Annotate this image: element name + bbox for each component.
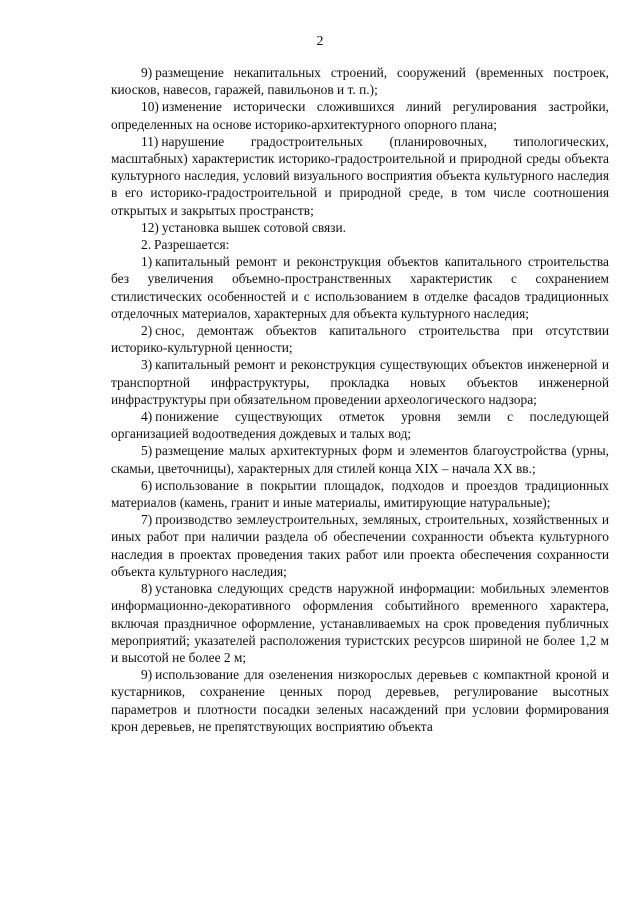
document-body [111,64,609,735]
item-text: использование для озеленения низкорослых деревьев с компактной кроной и кустарников, сохранение ценных пород деревьев, регулирование высотных параметров и плотности посадки зеленых насаждений при условии формирования крон деревьев, не препятствующих восприятию объекта [111,667,609,734]
item-number: 1) [141,254,153,270]
page-number: 2 [316,34,324,49]
item-text: изменение исторически сложившихся линий регулирования застройки, определенных на основе историко-архитектурного опорного плана; [111,99,609,132]
section-number: 2. [141,237,152,253]
item-number: 9) [141,65,153,80]
item-number: 4) [141,409,153,425]
item-text: понижение существующих отметок уровня земли с последующей организацией водоотведения дождевых и талых вод; [111,409,609,442]
item-text: снос, демонтаж объектов капитального строительства при отсутствии историко-культурной ценности; [111,323,609,356]
list-item [111,511,609,580]
item-number: 2) [141,323,153,339]
item-number: 8) [141,581,153,597]
list-item [111,666,609,735]
item-text: капитальный ремонт и реконструкция объектов капитального строительства без увеличения объемно-пространственных характеристик с сохранением стилистических особенностей и с использованием в отделке фасадов традиционных отделочных материалов, характерных для объекта культурного наследия; [111,254,609,321]
list-item [111,580,609,666]
item-text: капитальный ремонт и реконструкция существующих объектов инженерной и транспортной инфраструктуры, прокладка новых объектов инженерной инфраструктуры при обязательном проведении археологического надзора; [111,357,609,407]
item-text: нарушение градостроительных (планировочных, типологических, масштабных) характеристик историко-градостроительной и природной среды объекта культурного наследия, условий визуального восприятия объекта культурного наследия в его историко-градостроительной и природной среде, в том числе соотношения открытых и закрытых пространств; [111,133,609,218]
item-text: производство землеустроительных, земляных, строительных, хозяйственных и иных работ при наличии раздела об обеспечении сохранности объекта культурного наследия в проектах проведения таких работ или проекта обеспечения сохранности объекта культурного наследия; [111,512,609,579]
list-item [111,322,609,356]
item-number: 11) [141,133,159,149]
section-heading [111,236,609,253]
item-number: 9) [141,667,153,683]
list-item [111,356,609,408]
list-item [111,133,609,219]
list-item [111,253,609,322]
item-number: 7) [141,512,153,528]
list-item [111,442,609,476]
item-number: 10) [141,99,159,115]
item-text: установка вышек сотовой связи. [161,219,346,235]
list-item [111,98,609,132]
list-item [111,64,609,98]
list-item [111,477,609,511]
item-number: 5) [141,443,153,459]
item-text: установка следующих средств наружной информации: мобильных элементов информационно-декоративного оформления событийного временного характера, включая праздничное оформление, устанавливаемых на срок проведения публичных мероприятий; указателей расположения туристских ресурсов шириной не более 1,2 м и высотой не более 2 м; [111,581,609,665]
item-number: 12) [141,219,159,235]
item-number: 3) [141,357,153,373]
section-text: Разрешается: [154,237,230,253]
item-text: размещение малых архитектурных форм и элементов благоустройства (урны, скамьи, цветочницы), характерных для стилей конца XIX – начала XX вв.; [111,443,609,476]
list-item [111,219,609,236]
item-text: использование в покрытии площадок, подходов и проездов традиционных материалов (камень, гранит и иные материалы, имитирующие натуральные); [111,477,609,511]
list-item [111,408,609,442]
item-number: 6) [141,477,153,493]
item-text: размещение некапитальных строений, сооружений (временных построек, киосков, навесов, гаражей, павильонов и т. п.); [111,65,609,98]
